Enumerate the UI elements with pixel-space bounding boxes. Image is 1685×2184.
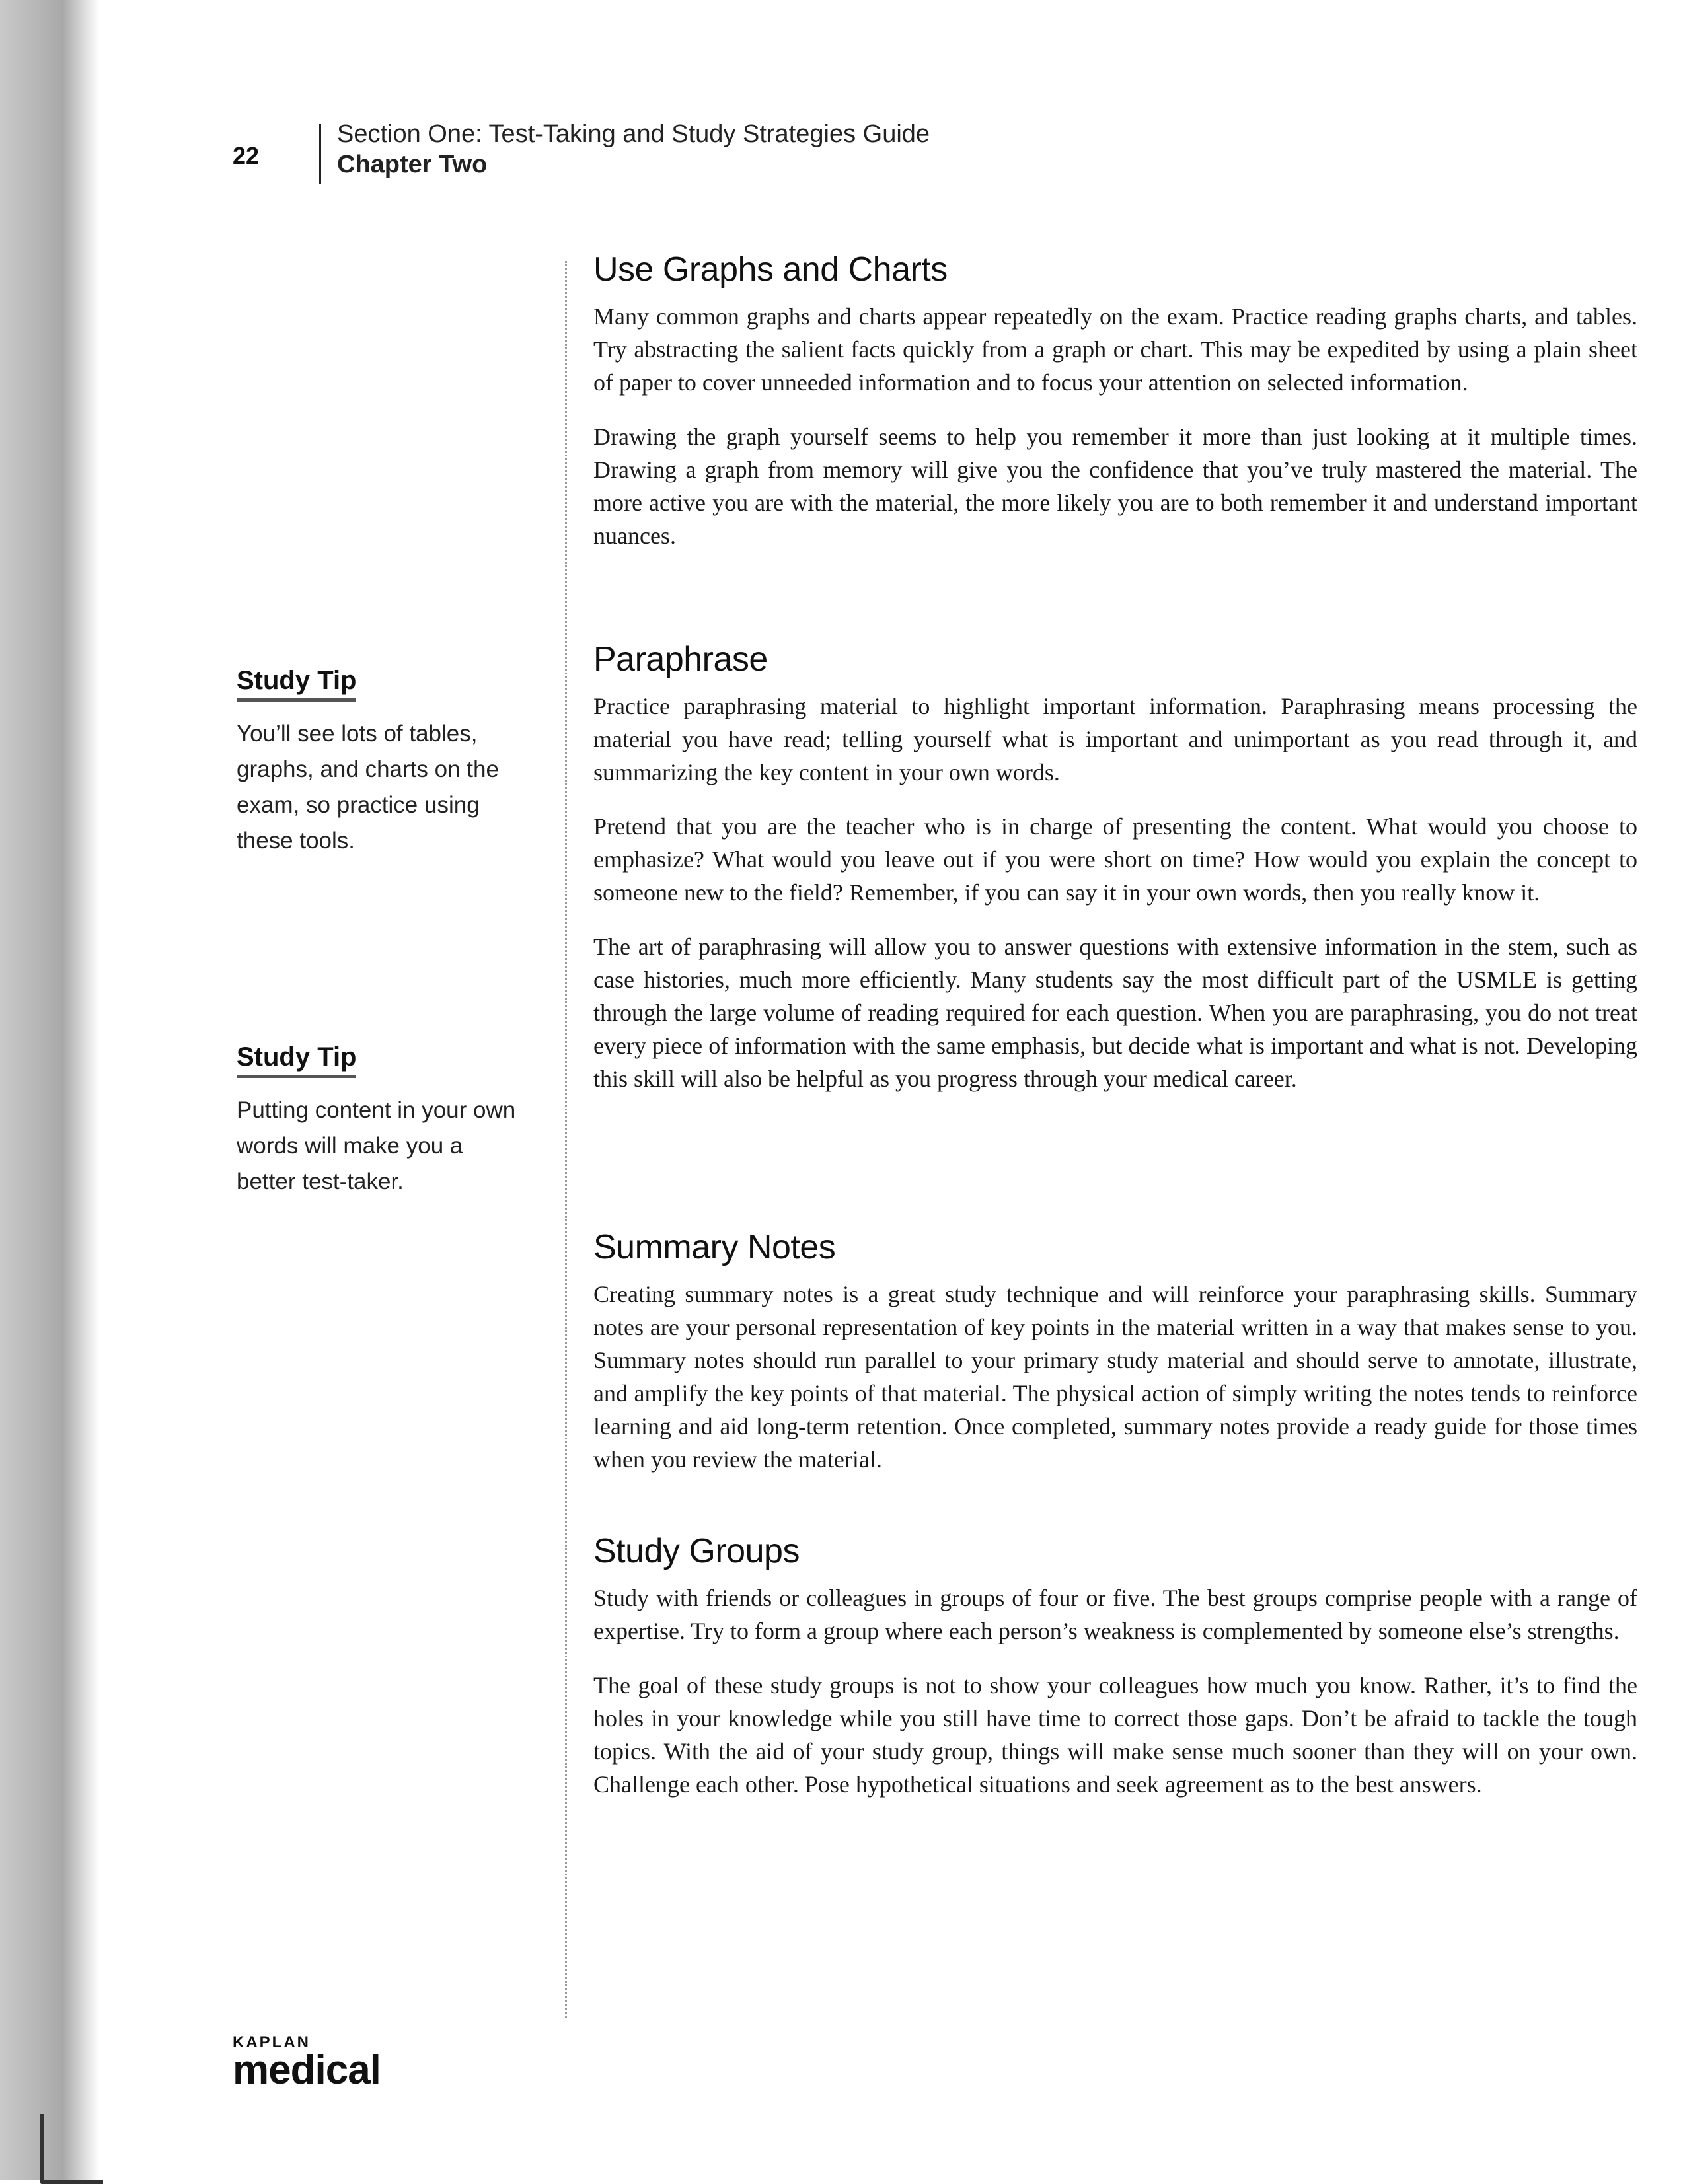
kaplan-medical-logo: [233, 2033, 381, 2093]
running-header-section: Section One: Test-Taking and Study Strategies Guide: [337, 120, 930, 148]
section-paraphrase: [593, 639, 1637, 1116]
sidebar-study-tip-1: [237, 666, 527, 859]
section-use-graphs-and-charts: [593, 250, 1637, 573]
study-tip-heading: Study Tip: [237, 666, 356, 702]
section-heading: Study Groups: [593, 1532, 800, 1570]
sidebar-study-tip-2: [237, 1042, 527, 1200]
logo-medical: medical: [233, 2047, 381, 2093]
section-heading: Summary Notes: [593, 1228, 836, 1266]
paragraph: Many common graphs and charts appear repeatedly on the exam. Practice reading graphs charts, and tables. Try abstracting the salient facts quickly from a graph or chart. This may be expedited by using a plain sheet of paper to cover unneeded information and to focus your attention on selected information.: [593, 303, 1637, 396]
page-number: 22: [233, 142, 260, 169]
paragraph: The goal of these study groups is not to show your colleagues how much you know. Rather, it’s to find the holes in your knowledge while you still have time to correct those gaps. Don’t be afraid to tackle the tough topics. With the aid of your study group, things will make sense much sooner than they will on your own. Challenge each other. Pose hypothetical situations and seek agreement as to the best answers.: [593, 1672, 1637, 1798]
section-summary-notes: [593, 1227, 1637, 1497]
header-divider: [319, 124, 321, 184]
column-divider: [565, 261, 567, 2018]
study-tip-text: Putting content in your own words will make you a better test-taker.: [237, 1097, 516, 1194]
study-tip-text: You’ll see lots of tables, graphs, and charts on the exam, so practice using these tools.: [237, 721, 499, 854]
paragraph: Drawing the graph yourself seems to help you remember it more than just looking at it multiple times. Drawing a graph from memory will give you the confidence that you’ve truly mastered the material. The more active you are with the material, the more likely you are to both remember it and understand important nuances.: [593, 423, 1637, 549]
paragraph: The art of paraphrasing will allow you to answer questions with extensive information in the stem, such as case histories, much more efficiently. Many students say the most difficult part of the USMLE is getting through the large volume of reading required for each question. When you are paraphrasing, you do not treat every piece of information with the same emphasis, but decide what is important and what is not. Developing this skill will also be helpful as you progress through your medical career.: [593, 933, 1637, 1092]
running-header-chapter: Chapter Two: [337, 151, 488, 178]
logo-kaplan: KAPLAN: [233, 2033, 311, 2051]
section-heading: Use Graphs and Charts: [593, 250, 948, 289]
study-tip-heading: Study Tip: [237, 1042, 356, 1078]
paragraph: Creating summary notes is a great study technique and will reinforce your paraphrasing skills. Summary notes are your personal representation of key points in the material written in a way that makes sense to you. Summary notes should run parallel to your primary study material and should serve to annotate, illustrate, and amplify the key points of that material. The physical action of simply writing the notes tends to reinforce learning and aid long-term retention. Once completed, summary notes provide a ready guide for those times when you review the material.: [593, 1281, 1637, 1473]
scan-binding-shadow: [0, 0, 99, 2180]
scan-page-corner: [40, 2114, 103, 2184]
section-heading: Paraphrase: [593, 640, 768, 678]
paragraph: Study with friends or colleagues in groups of four or five. The best groups comprise people with a range of expertise. Try to form a group where each person’s weakness is complemented by someone else’s strengths.: [593, 1585, 1637, 1644]
section-study-groups: [593, 1531, 1637, 1822]
paragraph: Practice paraphrasing material to highlight important information. Paraphrasing means processing the material you have read; telling yourself what is important and unimportant as you read through it, and summarizing the key content in your own words.: [593, 693, 1637, 785]
paragraph: Pretend that you are the teacher who is in charge of presenting the content. What would you choose to emphasize? What would you leave out if you were short on time? How would you explain the concept to someone new to the field? Remember, if you can say it in your own words, then you really know it.: [593, 813, 1637, 906]
